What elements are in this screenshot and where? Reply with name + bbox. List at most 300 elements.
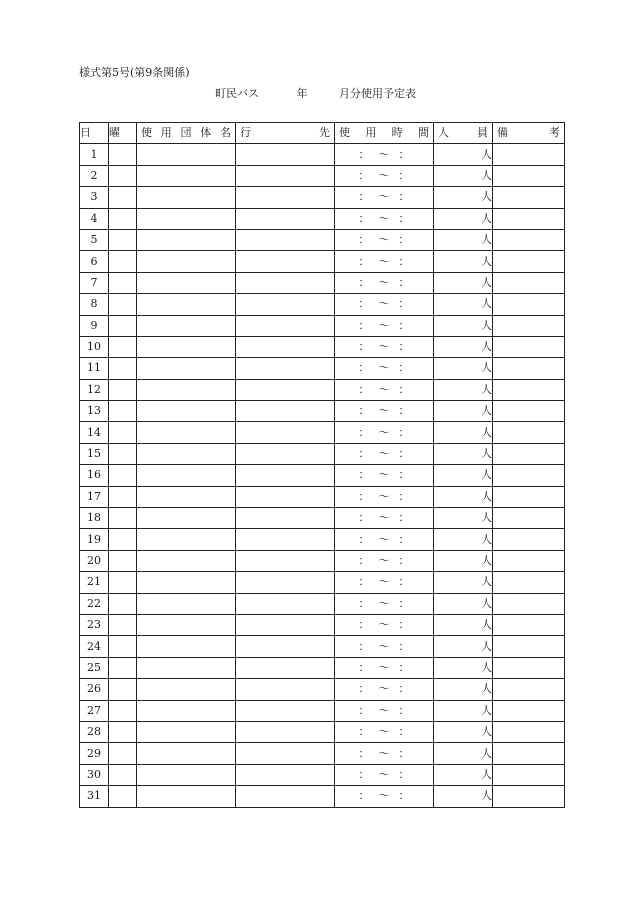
people-unit: 人 xyxy=(481,168,492,182)
people-cell[interactable] xyxy=(434,251,493,272)
day-cell: 4 xyxy=(80,208,109,229)
table-row xyxy=(80,358,565,379)
time-colon: ： xyxy=(398,211,410,225)
time-colon: ： xyxy=(398,489,410,503)
people-unit: 人 xyxy=(481,618,492,632)
notes-cell[interactable] xyxy=(493,422,565,443)
usage-time-cell[interactable] xyxy=(335,679,434,700)
header-day: 日 xyxy=(80,123,109,144)
group-name-cell[interactable] xyxy=(137,550,236,571)
notes-cell[interactable] xyxy=(493,657,565,678)
time-colon: ： xyxy=(358,618,370,632)
usage-time-cell[interactable] xyxy=(335,486,434,507)
time-colon: ： xyxy=(358,275,370,289)
people-unit: 人 xyxy=(481,703,492,717)
time-char: 使 xyxy=(339,126,350,140)
time-tilde: ～ xyxy=(378,340,390,354)
destination-cell[interactable] xyxy=(236,529,335,550)
people-cell[interactable] xyxy=(434,508,493,529)
people-cell[interactable] xyxy=(434,165,493,186)
destination-cell[interactable] xyxy=(236,379,335,400)
time-colon: ： xyxy=(358,767,370,781)
usage-time-cell[interactable] xyxy=(335,315,434,336)
group-name-cell[interactable] xyxy=(137,229,236,250)
weekday-cell[interactable] xyxy=(109,144,137,165)
time-colon: ： xyxy=(358,340,370,354)
notes-cell[interactable] xyxy=(493,208,565,229)
group-name-cell[interactable] xyxy=(137,315,236,336)
weekday-cell[interactable] xyxy=(109,272,137,293)
destination-cell[interactable] xyxy=(236,550,335,571)
group-name-cell[interactable] xyxy=(137,786,236,807)
people-cell[interactable] xyxy=(434,144,493,165)
notes-cell[interactable] xyxy=(493,315,565,336)
day-cell: 11 xyxy=(80,358,109,379)
time-colon: ： xyxy=(398,190,410,204)
notes-cell[interactable] xyxy=(493,572,565,593)
usage-time-cell[interactable] xyxy=(335,786,434,807)
notes-cell[interactable] xyxy=(493,529,565,550)
destination-cell[interactable] xyxy=(236,679,335,700)
group-name-cell[interactable] xyxy=(137,700,236,721)
usage-time-cell[interactable] xyxy=(335,379,434,400)
notes-cell[interactable] xyxy=(493,700,565,721)
people-cell[interactable] xyxy=(434,294,493,315)
weekday-cell[interactable] xyxy=(109,743,137,764)
time-colon: ： xyxy=(398,767,410,781)
table-row xyxy=(80,572,565,593)
time-tilde: ～ xyxy=(378,596,390,610)
destination-cell[interactable] xyxy=(236,486,335,507)
day-cell: 2 xyxy=(80,165,109,186)
group-name-cell[interactable] xyxy=(137,187,236,208)
destination-cell[interactable] xyxy=(236,700,335,721)
group-char: 体 xyxy=(200,126,212,140)
people-cell[interactable] xyxy=(434,550,493,571)
destination-cell[interactable] xyxy=(236,657,335,678)
time-colon: ： xyxy=(398,532,410,546)
people-cell[interactable] xyxy=(434,443,493,464)
time-colon: ： xyxy=(398,511,410,525)
destination-cell[interactable] xyxy=(236,229,335,250)
day-cell: 17 xyxy=(80,486,109,507)
group-name-cell[interactable] xyxy=(137,358,236,379)
people-cell[interactable] xyxy=(434,187,493,208)
people-unit: 人 xyxy=(481,596,492,610)
usage-time-cell[interactable] xyxy=(335,272,434,293)
destination-cell[interactable] xyxy=(236,636,335,657)
title-bus-name: 町民バス xyxy=(215,87,259,100)
table-row xyxy=(80,486,565,507)
table-row xyxy=(80,529,565,550)
people-cell[interactable] xyxy=(434,572,493,593)
table-row xyxy=(80,636,565,657)
time-tilde: ～ xyxy=(378,233,390,247)
day-cell: 8 xyxy=(80,294,109,315)
group-name-cell[interactable] xyxy=(137,764,236,785)
destination-cell[interactable] xyxy=(236,251,335,272)
header-row xyxy=(80,123,565,144)
weekday-cell[interactable] xyxy=(109,786,137,807)
people-char: 員 xyxy=(477,126,488,140)
people-cell[interactable] xyxy=(434,529,493,550)
weekday-cell[interactable] xyxy=(109,572,137,593)
table-row xyxy=(80,187,565,208)
table-row xyxy=(80,593,565,614)
usage-time-cell[interactable] xyxy=(335,401,434,422)
weekday-cell[interactable] xyxy=(109,187,137,208)
destination-cell[interactable] xyxy=(236,187,335,208)
notes-cell[interactable] xyxy=(493,465,565,486)
destination-cell[interactable] xyxy=(236,743,335,764)
usage-time-cell[interactable] xyxy=(335,144,434,165)
time-colon: ： xyxy=(398,554,410,567)
notes-cell[interactable] xyxy=(493,272,565,293)
header-weekday: 曜 xyxy=(109,123,137,144)
notes-cell[interactable] xyxy=(493,358,565,379)
time-tilde: ～ xyxy=(378,382,390,396)
group-name-cell[interactable] xyxy=(137,679,236,700)
weekday-cell[interactable] xyxy=(109,508,137,529)
day-cell: 29 xyxy=(80,743,109,764)
usage-time-cell[interactable] xyxy=(335,636,434,657)
table-row xyxy=(80,786,565,807)
people-unit: 人 xyxy=(481,511,492,525)
usage-time-cell[interactable] xyxy=(335,229,434,250)
people-cell[interactable] xyxy=(434,379,493,400)
group-name-cell[interactable] xyxy=(137,721,236,742)
usage-time-cell[interactable] xyxy=(335,550,434,571)
usage-time-cell[interactable] xyxy=(335,764,434,785)
usage-time-cell[interactable] xyxy=(335,572,434,593)
notes-cell[interactable] xyxy=(493,593,565,614)
people-cell[interactable] xyxy=(434,486,493,507)
notes-cell[interactable] xyxy=(493,251,565,272)
people-unit: 人 xyxy=(481,447,492,461)
weekday-cell[interactable] xyxy=(109,422,137,443)
people-cell[interactable] xyxy=(434,743,493,764)
time-tilde: ～ xyxy=(378,168,390,182)
group-name-cell[interactable] xyxy=(137,336,236,357)
group-name-cell[interactable] xyxy=(137,529,236,550)
time-tilde: ～ xyxy=(378,618,390,632)
weekday-cell[interactable] xyxy=(109,315,137,336)
group-name-cell[interactable] xyxy=(137,401,236,422)
time-tilde: ～ xyxy=(378,211,390,225)
table-row xyxy=(80,700,565,721)
notes-cell[interactable] xyxy=(493,786,565,807)
table-row xyxy=(80,379,565,400)
usage-time-cell[interactable] xyxy=(335,700,434,721)
notes-cell[interactable] xyxy=(493,743,565,764)
header-people xyxy=(434,123,493,144)
destination-cell[interactable] xyxy=(236,422,335,443)
people-cell[interactable] xyxy=(434,721,493,742)
notes-cell[interactable] xyxy=(493,636,565,657)
destination-cell[interactable] xyxy=(236,315,335,336)
usage-time-cell[interactable] xyxy=(335,743,434,764)
people-cell[interactable] xyxy=(434,679,493,700)
time-colon: ： xyxy=(398,660,410,674)
day-cell: 14 xyxy=(80,422,109,443)
destination-cell[interactable] xyxy=(236,614,335,635)
weekday-cell[interactable] xyxy=(109,208,137,229)
group-name-cell[interactable] xyxy=(137,443,236,464)
usage-time-cell[interactable] xyxy=(335,529,434,550)
people-cell[interactable] xyxy=(434,465,493,486)
destination-cell[interactable] xyxy=(236,465,335,486)
usage-time-cell[interactable] xyxy=(335,614,434,635)
usage-time-cell[interactable] xyxy=(335,251,434,272)
weekday-cell[interactable] xyxy=(109,486,137,507)
weekday-cell[interactable] xyxy=(109,550,137,571)
notes-cell[interactable] xyxy=(493,443,565,464)
title-year-label: 年 xyxy=(296,87,308,100)
usage-time-cell[interactable] xyxy=(335,187,434,208)
time-colon: ： xyxy=(358,297,370,311)
time-tilde: ～ xyxy=(378,275,390,289)
people-cell[interactable] xyxy=(434,272,493,293)
destination-cell[interactable] xyxy=(236,272,335,293)
destination-cell[interactable] xyxy=(236,401,335,422)
people-cell[interactable] xyxy=(434,614,493,635)
header-destination xyxy=(236,123,335,144)
day-cell: 15 xyxy=(80,443,109,464)
people-cell[interactable] xyxy=(434,786,493,807)
people-cell[interactable] xyxy=(434,636,493,657)
weekday-cell[interactable] xyxy=(109,229,137,250)
time-colon: ： xyxy=(358,425,370,439)
usage-time-cell[interactable] xyxy=(335,165,434,186)
time-tilde: ～ xyxy=(378,639,390,653)
people-cell[interactable] xyxy=(434,422,493,443)
people-unit: 人 xyxy=(481,789,492,803)
weekday-cell[interactable] xyxy=(109,636,137,657)
usage-time-cell[interactable] xyxy=(335,593,434,614)
group-name-cell[interactable] xyxy=(137,465,236,486)
notes-cell[interactable] xyxy=(493,144,565,165)
weekday-cell[interactable] xyxy=(109,721,137,742)
notes-cell[interactable] xyxy=(493,508,565,529)
table-row xyxy=(80,229,565,250)
group-name-cell[interactable] xyxy=(137,422,236,443)
group-name-cell[interactable] xyxy=(137,572,236,593)
time-colon: ： xyxy=(398,725,410,739)
usage-time-cell[interactable] xyxy=(335,336,434,357)
time-colon: ： xyxy=(358,511,370,525)
people-unit: 人 xyxy=(481,767,492,781)
usage-time-cell[interactable] xyxy=(335,721,434,742)
day-cell: 1 xyxy=(80,144,109,165)
day-cell: 6 xyxy=(80,251,109,272)
table-row xyxy=(80,144,565,165)
time-colon: ： xyxy=(398,789,410,803)
page-title xyxy=(215,85,416,101)
group-name-cell[interactable] xyxy=(137,294,236,315)
weekday-cell[interactable] xyxy=(109,294,137,315)
weekday-cell[interactable] xyxy=(109,379,137,400)
group-name-cell[interactable] xyxy=(137,593,236,614)
table-row xyxy=(80,251,565,272)
people-unit: 人 xyxy=(481,404,492,418)
destination-cell[interactable] xyxy=(236,443,335,464)
table-row xyxy=(80,443,565,464)
time-char: 間 xyxy=(417,126,429,140)
group-name-cell[interactable] xyxy=(137,508,236,529)
weekday-cell[interactable] xyxy=(109,700,137,721)
destination-cell[interactable] xyxy=(236,208,335,229)
notes-cell[interactable] xyxy=(493,401,565,422)
notes-cell[interactable] xyxy=(493,679,565,700)
group-name-cell[interactable] xyxy=(137,165,236,186)
weekday-cell[interactable] xyxy=(109,401,137,422)
table-row xyxy=(80,272,565,293)
time-colon: ： xyxy=(398,746,410,760)
people-unit: 人 xyxy=(481,639,492,653)
weekday-cell[interactable] xyxy=(109,165,137,186)
time-tilde: ～ xyxy=(378,554,390,567)
people-unit: 人 xyxy=(481,297,492,311)
people-cell[interactable] xyxy=(434,315,493,336)
time-colon: ： xyxy=(398,404,410,418)
usage-time-cell[interactable] xyxy=(335,208,434,229)
notes-cell[interactable] xyxy=(493,187,565,208)
people-cell[interactable] xyxy=(434,700,493,721)
usage-time-cell[interactable] xyxy=(335,465,434,486)
destination-cell[interactable] xyxy=(236,721,335,742)
group-char: 名 xyxy=(220,126,231,140)
table-row xyxy=(80,679,565,700)
time-colon: ： xyxy=(358,190,370,204)
table-row xyxy=(80,294,565,315)
people-unit: 人 xyxy=(481,660,492,674)
usage-time-cell[interactable] xyxy=(335,294,434,315)
weekday-cell[interactable] xyxy=(109,657,137,678)
table-row xyxy=(80,422,565,443)
people-cell[interactable] xyxy=(434,657,493,678)
people-cell[interactable] xyxy=(434,401,493,422)
destination-cell[interactable] xyxy=(236,144,335,165)
group-name-cell[interactable] xyxy=(137,144,236,165)
group-char: 使 xyxy=(141,126,152,140)
destination-cell[interactable] xyxy=(236,593,335,614)
usage-time-cell[interactable] xyxy=(335,657,434,678)
group-name-cell[interactable] xyxy=(137,272,236,293)
day-cell: 31 xyxy=(80,786,109,807)
notes-cell[interactable] xyxy=(493,550,565,571)
time-colon: ： xyxy=(358,639,370,653)
day-cell: 12 xyxy=(80,379,109,400)
title-month-schedule: 月分使用予定表 xyxy=(339,87,416,100)
weekday-cell[interactable] xyxy=(109,358,137,379)
people-cell[interactable] xyxy=(434,593,493,614)
destination-cell[interactable] xyxy=(236,294,335,315)
notes-cell[interactable] xyxy=(493,336,565,357)
weekday-cell[interactable] xyxy=(109,465,137,486)
notes-cell[interactable] xyxy=(493,486,565,507)
destination-cell[interactable] xyxy=(236,336,335,357)
notes-cell[interactable] xyxy=(493,165,565,186)
notes-cell[interactable] xyxy=(493,229,565,250)
time-char: 用 xyxy=(365,126,377,140)
time-tilde: ～ xyxy=(378,767,390,781)
people-unit: 人 xyxy=(481,425,492,439)
group-name-cell[interactable] xyxy=(137,657,236,678)
group-char: 団 xyxy=(180,126,192,140)
group-name-cell[interactable] xyxy=(137,208,236,229)
notes-cell[interactable] xyxy=(493,721,565,742)
table-row xyxy=(80,550,565,571)
group-name-cell[interactable] xyxy=(137,379,236,400)
destination-cell[interactable] xyxy=(236,165,335,186)
weekday-cell[interactable] xyxy=(109,336,137,357)
destination-cell[interactable] xyxy=(236,508,335,529)
table-row xyxy=(80,336,565,357)
time-colon: ： xyxy=(358,233,370,247)
usage-time-cell[interactable] xyxy=(335,422,434,443)
people-cell[interactable] xyxy=(434,229,493,250)
weekday-cell[interactable] xyxy=(109,764,137,785)
time-colon: ： xyxy=(358,211,370,225)
time-colon: ： xyxy=(358,725,370,739)
group-name-cell[interactable] xyxy=(137,251,236,272)
time-colon: ： xyxy=(358,147,370,161)
people-cell[interactable] xyxy=(434,358,493,379)
weekday-cell[interactable] xyxy=(109,593,137,614)
group-name-cell[interactable] xyxy=(137,636,236,657)
group-name-cell[interactable] xyxy=(137,614,236,635)
time-colon: ： xyxy=(398,340,410,354)
notes-cell[interactable] xyxy=(493,764,565,785)
weekday-cell[interactable] xyxy=(109,251,137,272)
time-colon: ： xyxy=(358,575,370,589)
people-cell[interactable] xyxy=(434,764,493,785)
time-colon: ： xyxy=(358,789,370,803)
group-name-cell[interactable] xyxy=(137,743,236,764)
destination-cell[interactable] xyxy=(236,764,335,785)
usage-time-cell[interactable] xyxy=(335,443,434,464)
destination-cell[interactable] xyxy=(236,572,335,593)
day-cell: 16 xyxy=(80,465,109,486)
people-unit: 人 xyxy=(481,190,492,204)
weekday-cell[interactable] xyxy=(109,443,137,464)
time-colon: ： xyxy=(398,297,410,311)
usage-time-cell[interactable] xyxy=(335,358,434,379)
time-colon: ： xyxy=(358,254,370,268)
people-cell[interactable] xyxy=(434,208,493,229)
weekday-cell[interactable] xyxy=(109,614,137,635)
time-char: 時 xyxy=(391,126,403,140)
usage-time-cell[interactable] xyxy=(335,508,434,529)
time-tilde: ～ xyxy=(378,660,390,674)
people-cell[interactable] xyxy=(434,336,493,357)
notes-cell[interactable] xyxy=(493,614,565,635)
weekday-cell[interactable] xyxy=(109,529,137,550)
group-name-cell[interactable] xyxy=(137,486,236,507)
notes-cell[interactable] xyxy=(493,379,565,400)
weekday-cell[interactable] xyxy=(109,679,137,700)
notes-cell[interactable] xyxy=(493,294,565,315)
destination-cell[interactable] xyxy=(236,786,335,807)
time-colon: ： xyxy=(358,746,370,760)
table-row xyxy=(80,315,565,336)
people-unit: 人 xyxy=(481,233,492,247)
table-row xyxy=(80,614,565,635)
time-colon: ： xyxy=(398,275,410,289)
time-tilde: ～ xyxy=(378,703,390,717)
table-row xyxy=(80,764,565,785)
destination-cell[interactable] xyxy=(236,358,335,379)
